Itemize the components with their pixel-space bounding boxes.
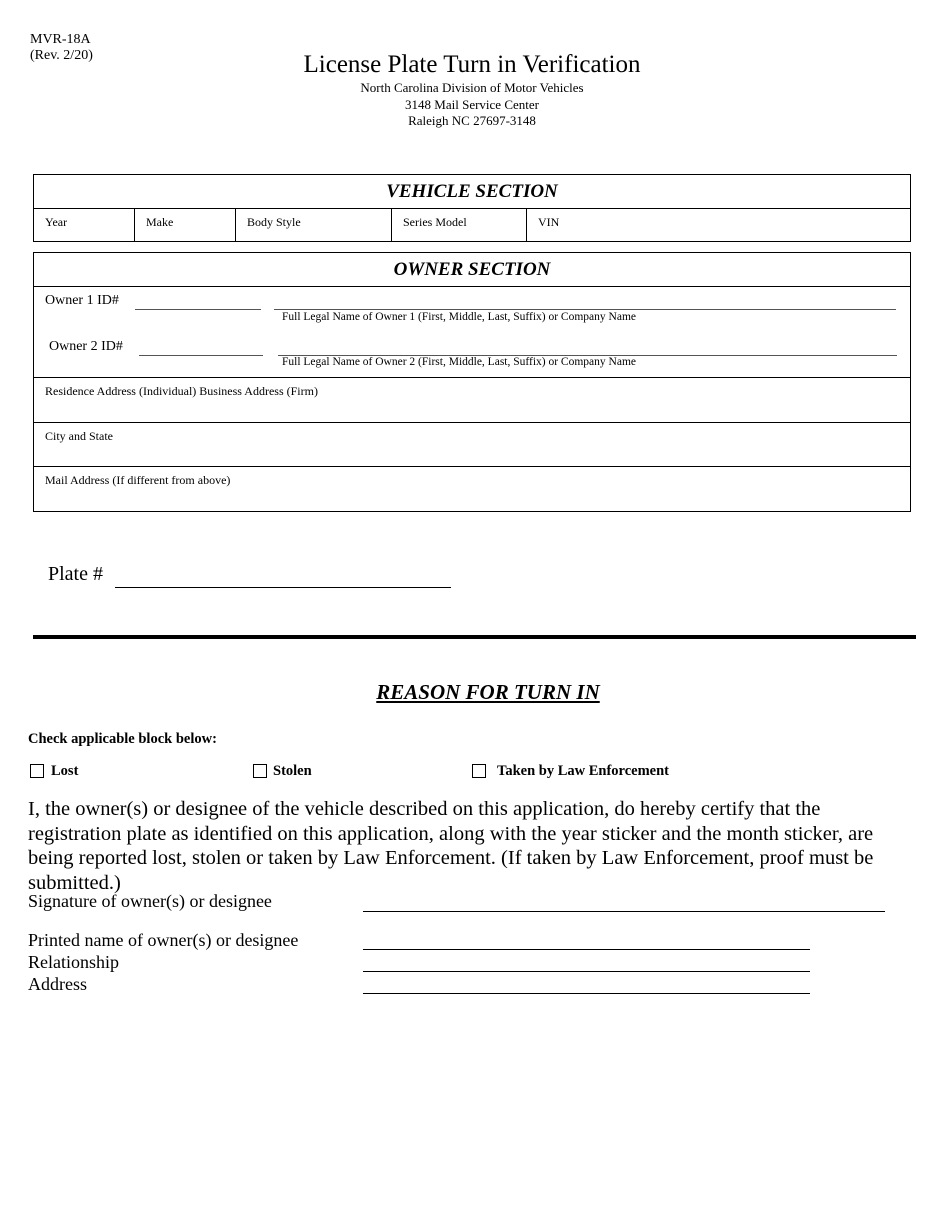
owner2-id-label: Owner 2 ID#	[49, 339, 123, 354]
signature-field[interactable]	[363, 911, 885, 912]
address-label: Address	[28, 974, 87, 994]
vehicle-fields-row	[34, 209, 910, 241]
vehicle-section	[33, 174, 911, 242]
section-divider	[33, 635, 916, 639]
owner1-id-field[interactable]	[135, 309, 261, 310]
agency-mail-center: 3148 Mail Service Center	[405, 96, 539, 112]
printed-name-field[interactable]	[363, 949, 810, 950]
owner1-name-field[interactable]	[274, 309, 896, 310]
owner1-id-label: Owner 1 ID#	[45, 293, 119, 308]
printed-name-label: Printed name of owner(s) or designee	[28, 930, 299, 950]
check-instruction: Check applicable block below:	[28, 731, 217, 747]
address-field[interactable]	[363, 993, 810, 994]
agency-name: North Carolina Division of Motor Vehicles	[360, 80, 584, 95]
law-enforcement-label: Taken by Law Enforcement	[497, 763, 670, 779]
stolen-checkbox[interactable]	[253, 764, 267, 778]
stolen-label: Stolen	[273, 763, 312, 779]
plate-label: Plate #	[48, 563, 103, 585]
reason-title: REASON FOR TURN IN	[376, 680, 600, 704]
lost-label: Lost	[51, 763, 79, 779]
certification-statement: I, the owner(s) or designee of the vehicle described on this application, do hereby certify that the registration plate as identified on this application, along with the year sticker and the month sticker, are being reported lost, stolen or taken by Law Enforcement. (If taken by Law Enforcement, proof must be submitted.)	[28, 798, 874, 894]
mail-address-field[interactable]	[34, 466, 910, 511]
page-title: License Plate Turn in Verification	[303, 51, 641, 78]
city-state-field[interactable]	[34, 422, 910, 467]
vehicle-section-title: VEHICLE SECTION	[34, 175, 910, 209]
residence-address-label: Residence Address (Individual) Business Address (Firm)	[45, 384, 318, 398]
series-model-field[interactable]: Series Model	[391, 209, 526, 241]
owner2-name-caption: Full Legal Name of Owner 2 (First, Middle, Last, Suffix) or Company Name	[282, 356, 636, 368]
form-number: MVR-18A	[30, 32, 91, 47]
owner-section-title: OWNER SECTION	[34, 253, 910, 287]
agency-city: Raleigh NC 27697-3148	[408, 113, 536, 128]
form-revision: (Rev. 2/20)	[30, 48, 93, 63]
signature-label: Signature of owner(s) or designee	[28, 891, 272, 911]
relationship-field[interactable]	[363, 971, 810, 972]
year-field[interactable]: Year	[45, 215, 68, 229]
form-header	[0, 50, 944, 130]
make-field[interactable]: Make	[134, 209, 235, 241]
owner1-name-caption: Full Legal Name of Owner 1 (First, Middle, Last, Suffix) or Company Name	[282, 311, 636, 323]
city-state-label: City and State	[45, 429, 113, 443]
owner2-id-field[interactable]	[139, 355, 263, 356]
relationship-label: Relationship	[28, 952, 119, 972]
lost-checkbox[interactable]	[30, 764, 44, 778]
residence-address-field[interactable]	[34, 377, 910, 422]
vin-field[interactable]: VIN	[526, 209, 910, 241]
law-enforcement-checkbox[interactable]	[472, 764, 486, 778]
body-style-field[interactable]: Body Style	[235, 209, 391, 241]
mail-address-label: Mail Address (If different from above)	[45, 473, 231, 487]
plate-number-field[interactable]	[115, 587, 451, 588]
owner-section	[33, 252, 911, 512]
